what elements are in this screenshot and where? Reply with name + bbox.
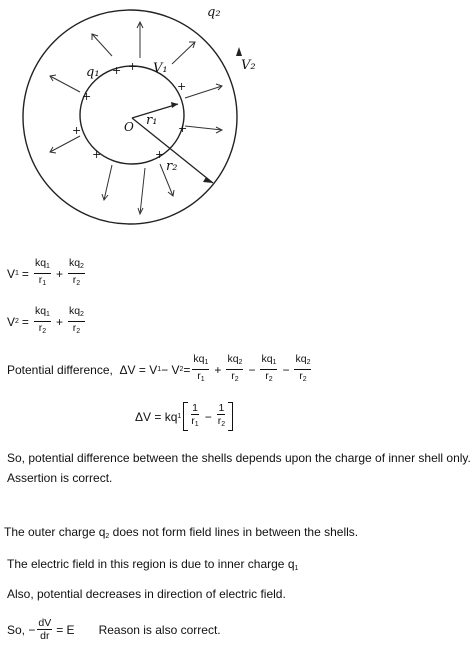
text-line-6: So, − $\frac{dV}{dr}$ = E Reason is also correct. <box>7 617 221 642</box>
svg-text:+: + <box>128 60 138 73</box>
label-r1: r₁ <box>146 113 158 128</box>
text-line-2: Assertion is correct. <box>7 471 113 485</box>
label-r2: r₂ <box>166 159 178 174</box>
shells-diagram <box>0 0 474 240</box>
svg-text:+: + <box>72 124 82 137</box>
equation-potential-difference: Potential difference, ΔV = V 1 − V 2 = $\frac{kq_1}{r_1}$ + $\frac{kq_2}{r_2}$ − $\frac{kq_1}{r_2}$ − $\frac{kq_2}{r_2}$ <box>7 353 311 383</box>
svg-text:+: + <box>112 64 122 77</box>
label-q2: q₂ <box>207 5 221 20</box>
text-line-3: The outer charge $q_2$ does not form field lines in between the shells. <box>4 525 359 540</box>
svg-text:+: + <box>82 90 92 103</box>
equation-v1: V 1 = $\frac{kq_1}{r_1}$ + $\frac{kq_2}{r_2}$ <box>7 257 84 287</box>
svg-text:+: + <box>177 80 187 93</box>
text-line-1: So, potential difference between the shells depends upon the charge of inner shell only. <box>7 451 471 465</box>
outer-shell <box>23 10 237 224</box>
svg-text:+: + <box>155 148 165 161</box>
equation-v2: V 2 = $\frac{kq_1}{r_2}$ + $\frac{kq_2}{r_2}$ <box>7 305 84 335</box>
text-line-4: The electric field in this region is due to inner charge $q_1$ <box>7 557 299 572</box>
text-line-5: Also, potential decreases in direction of electric field. <box>7 587 286 601</box>
label-origin: O <box>124 120 134 134</box>
svg-text:+: + <box>92 148 102 161</box>
equation-delta-v: ΔV = kq 1 $\frac{1}{r_1}$ − $\frac{1}{r_2}$ <box>135 402 233 431</box>
field-lines <box>50 22 222 214</box>
label-q1: q₁ <box>86 65 100 80</box>
label-v2: V₂ <box>241 58 256 73</box>
svg-text:+: + <box>178 122 188 135</box>
label-v1: V₁ <box>153 61 168 76</box>
